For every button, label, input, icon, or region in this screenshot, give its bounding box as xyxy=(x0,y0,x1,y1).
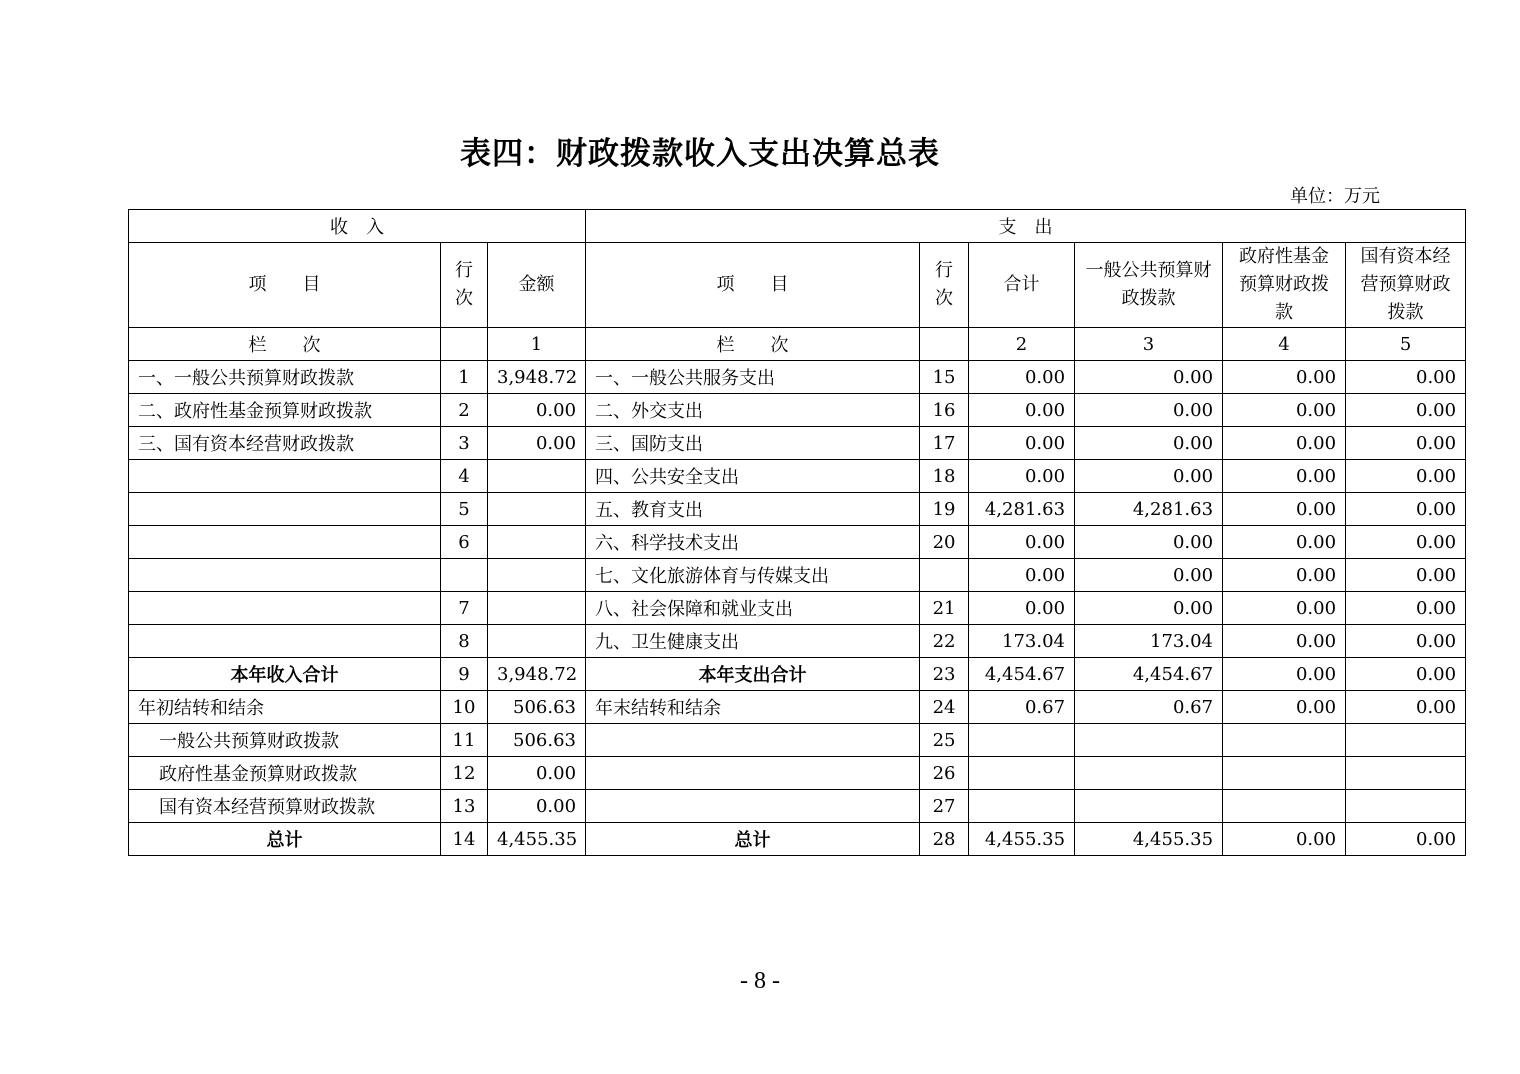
expense-item-cell: 五、教育支出 xyxy=(586,493,920,526)
expense-state-cell xyxy=(1346,757,1466,790)
expense-fund-cell: 0.00 xyxy=(1223,394,1346,427)
expense-row-no-cell: 25 xyxy=(920,724,969,757)
income-amount-cell: 0.00 xyxy=(488,757,586,790)
expense-state-cell: 0.00 xyxy=(1346,823,1466,856)
table-row xyxy=(129,757,1466,790)
col-label-income: 栏 次 xyxy=(129,328,441,361)
expense-state-cell xyxy=(1346,724,1466,757)
expense-state-cell: 0.00 xyxy=(1346,625,1466,658)
expense-item-cell: 八、社会保障和就业支出 xyxy=(586,592,920,625)
income-row-no-cell: 10 xyxy=(441,691,488,724)
income-amount-cell xyxy=(488,592,586,625)
expense-general-cell: 0.00 xyxy=(1075,427,1223,460)
header-state: 国有资本经营预算财政拨款 xyxy=(1346,243,1466,328)
table-row xyxy=(129,724,1466,757)
expense-total-cell xyxy=(969,757,1075,790)
column-index-row xyxy=(129,328,1466,361)
expense-state-cell: 0.00 xyxy=(1346,427,1466,460)
fiscal-summary-table xyxy=(128,209,1466,856)
expense-total-cell: 4,281.63 xyxy=(969,493,1075,526)
expense-state-cell: 0.00 xyxy=(1346,493,1466,526)
income-amount-cell: 0.00 xyxy=(488,790,586,823)
table-row xyxy=(129,790,1466,823)
expense-general-cell xyxy=(1075,724,1223,757)
expense-fund-cell: 0.00 xyxy=(1223,493,1346,526)
income-item-cell xyxy=(129,493,441,526)
expense-fund-cell: 0.00 xyxy=(1223,823,1346,856)
expense-fund-cell: 0.00 xyxy=(1223,460,1346,493)
header-fund: 政府性基金预算财政拨款 xyxy=(1223,243,1346,328)
income-row-no-cell: 3 xyxy=(441,427,488,460)
income-item-cell xyxy=(129,625,441,658)
income-item-cell: 二、政府性基金预算财政拨款 xyxy=(129,394,441,427)
expense-total-cell: 0.67 xyxy=(969,691,1075,724)
expense-general-cell: 0.00 xyxy=(1075,592,1223,625)
expense-fund-cell: 0.00 xyxy=(1223,427,1346,460)
expense-state-cell: 0.00 xyxy=(1346,592,1466,625)
expense-row-no-cell: 27 xyxy=(920,790,969,823)
income-amount-cell xyxy=(488,493,586,526)
expense-general-cell: 0.00 xyxy=(1075,460,1223,493)
expense-row-no-cell: 26 xyxy=(920,757,969,790)
header-amount: 金额 xyxy=(488,243,586,328)
income-item-cell: 国有资本经营预算财政拨款 xyxy=(129,790,441,823)
header-general: 一般公共预算财政拨款 xyxy=(1075,243,1223,328)
income-row-no-cell: 5 xyxy=(441,493,488,526)
income-row-no-cell: 6 xyxy=(441,526,488,559)
expense-general-cell: 0.00 xyxy=(1075,559,1223,592)
income-row-no-cell: 7 xyxy=(441,592,488,625)
income-item-cell: 本年收入合计 xyxy=(129,658,441,691)
header-expense: 支 出 xyxy=(586,210,1466,243)
expense-fund-cell: 0.00 xyxy=(1223,658,1346,691)
table-row xyxy=(129,493,1466,526)
income-row-no-cell: 11 xyxy=(441,724,488,757)
expense-row-no-cell: 22 xyxy=(920,625,969,658)
expense-item-cell xyxy=(586,757,920,790)
expense-general-cell: 0.00 xyxy=(1075,526,1223,559)
expense-state-cell: 0.00 xyxy=(1346,526,1466,559)
expense-fund-cell: 0.00 xyxy=(1223,592,1346,625)
expense-total-cell: 0.00 xyxy=(969,361,1075,394)
expense-item-cell xyxy=(586,790,920,823)
expense-fund-cell: 0.00 xyxy=(1223,361,1346,394)
header-expense-row-no: 行次 xyxy=(920,243,969,328)
unit-label: 单位：万元 xyxy=(1290,186,1380,207)
expense-item-cell: 本年支出合计 xyxy=(586,658,920,691)
header-income-row-no: 行次 xyxy=(441,243,488,328)
table-row xyxy=(129,592,1466,625)
expense-state-cell: 0.00 xyxy=(1346,658,1466,691)
header-income-item: 项 目 xyxy=(129,243,441,328)
table-row xyxy=(129,526,1466,559)
expense-item-cell: 一、一般公共服务支出 xyxy=(586,361,920,394)
table-row xyxy=(129,691,1466,724)
expense-fund-cell: 0.00 xyxy=(1223,691,1346,724)
expense-item-cell: 四、公共安全支出 xyxy=(586,460,920,493)
expense-row-no-cell: 16 xyxy=(920,394,969,427)
income-amount-cell: 3,948.72 xyxy=(488,361,586,394)
expense-row-no-cell: 23 xyxy=(920,658,969,691)
income-item-cell xyxy=(129,460,441,493)
expense-fund-cell xyxy=(1223,724,1346,757)
income-item-cell: 一、一般公共预算财政拨款 xyxy=(129,361,441,394)
income-item-cell: 一般公共预算财政拨款 xyxy=(129,724,441,757)
header-total: 合计 xyxy=(969,243,1075,328)
table-row xyxy=(129,559,1466,592)
expense-item-cell: 总计 xyxy=(586,823,920,856)
expense-fund-cell: 0.00 xyxy=(1223,526,1346,559)
expense-general-cell: 0.00 xyxy=(1075,361,1223,394)
income-amount-cell: 3,948.72 xyxy=(488,658,586,691)
col-label-expense: 栏 次 xyxy=(586,328,920,361)
income-row-no-cell: 4 xyxy=(441,460,488,493)
income-row-no-cell: 1 xyxy=(441,361,488,394)
expense-general-cell xyxy=(1075,790,1223,823)
expense-general-cell: 0.00 xyxy=(1075,394,1223,427)
expense-general-cell: 4,281.63 xyxy=(1075,493,1223,526)
expense-row-no-cell: 19 xyxy=(920,493,969,526)
table-row xyxy=(129,361,1466,394)
expense-item-cell: 九、卫生健康支出 xyxy=(586,625,920,658)
income-row-no-cell: 2 xyxy=(441,394,488,427)
expense-row-no-cell: 24 xyxy=(920,691,969,724)
expense-total-cell: 0.00 xyxy=(969,460,1075,493)
income-item-cell: 总计 xyxy=(129,823,441,856)
expense-total-cell: 0.00 xyxy=(969,559,1075,592)
income-item-cell: 三、国有资本经营财政拨款 xyxy=(129,427,441,460)
header-expense-item: 项 目 xyxy=(586,243,920,328)
expense-total-cell: 173.04 xyxy=(969,625,1075,658)
table-row xyxy=(129,658,1466,691)
income-amount-cell xyxy=(488,625,586,658)
expense-state-cell xyxy=(1346,790,1466,823)
income-row-no-cell: 9 xyxy=(441,658,488,691)
expense-item-cell: 二、外交支出 xyxy=(586,394,920,427)
expense-row-no-cell: 17 xyxy=(920,427,969,460)
expense-item-cell xyxy=(586,724,920,757)
expense-fund-cell xyxy=(1223,757,1346,790)
page-number: - 8 - xyxy=(740,968,780,994)
income-item-cell xyxy=(129,526,441,559)
income-amount-cell: 506.63 xyxy=(488,691,586,724)
expense-row-no-cell: 15 xyxy=(920,361,969,394)
expense-row-no-cell xyxy=(920,559,969,592)
col-index-4: 4 xyxy=(1223,328,1346,361)
income-amount-cell: 0.00 xyxy=(488,394,586,427)
expense-total-cell: 0.00 xyxy=(969,526,1075,559)
expense-total-cell: 4,454.67 xyxy=(969,658,1075,691)
header-row-columns xyxy=(129,243,1466,328)
expense-general-cell: 0.67 xyxy=(1075,691,1223,724)
expense-row-no-cell: 21 xyxy=(920,592,969,625)
expense-item-cell: 三、国防支出 xyxy=(586,427,920,460)
expense-general-cell xyxy=(1075,757,1223,790)
income-row-no-cell: 8 xyxy=(441,625,488,658)
income-item-cell xyxy=(129,592,441,625)
expense-row-no-cell: 20 xyxy=(920,526,969,559)
expense-total-cell: 4,455.35 xyxy=(969,823,1075,856)
income-item-cell: 政府性基金预算财政拨款 xyxy=(129,757,441,790)
income-amount-cell xyxy=(488,460,586,493)
col-index-3: 3 xyxy=(1075,328,1223,361)
expense-state-cell: 0.00 xyxy=(1346,460,1466,493)
income-item-cell xyxy=(129,559,441,592)
page-title: 表四：财政拨款收入支出决算总表 xyxy=(460,136,940,172)
expense-fund-cell: 0.00 xyxy=(1223,559,1346,592)
expense-item-cell: 七、文化旅游体育与传媒支出 xyxy=(586,559,920,592)
table-row xyxy=(129,427,1466,460)
header-income: 收 入 xyxy=(129,210,586,243)
expense-state-cell: 0.00 xyxy=(1346,394,1466,427)
col-index-empty xyxy=(441,328,488,361)
expense-row-no-cell: 28 xyxy=(920,823,969,856)
col-index-empty xyxy=(920,328,969,361)
expense-total-cell: 0.00 xyxy=(969,427,1075,460)
table-row xyxy=(129,460,1466,493)
income-row-no-cell xyxy=(441,559,488,592)
col-index-2: 2 xyxy=(969,328,1075,361)
expense-fund-cell: 0.00 xyxy=(1223,625,1346,658)
income-amount-cell: 4,455.35 xyxy=(488,823,586,856)
expense-general-cell: 4,455.35 xyxy=(1075,823,1223,856)
table-row xyxy=(129,625,1466,658)
expense-state-cell: 0.00 xyxy=(1346,691,1466,724)
income-row-no-cell: 13 xyxy=(441,790,488,823)
expense-fund-cell xyxy=(1223,790,1346,823)
expense-state-cell: 0.00 xyxy=(1346,361,1466,394)
income-amount-cell xyxy=(488,559,586,592)
income-amount-cell: 0.00 xyxy=(488,427,586,460)
income-amount-cell: 506.63 xyxy=(488,724,586,757)
header-row-groups xyxy=(129,210,1466,243)
income-amount-cell xyxy=(488,526,586,559)
expense-total-cell: 0.00 xyxy=(969,592,1075,625)
table-row xyxy=(129,394,1466,427)
expense-total-cell xyxy=(969,724,1075,757)
col-index-5: 5 xyxy=(1346,328,1466,361)
expense-state-cell: 0.00 xyxy=(1346,559,1466,592)
table-row xyxy=(129,823,1466,856)
income-row-no-cell: 12 xyxy=(441,757,488,790)
income-item-cell: 年初结转和结余 xyxy=(129,691,441,724)
expense-total-cell xyxy=(969,790,1075,823)
expense-row-no-cell: 18 xyxy=(920,460,969,493)
expense-general-cell: 4,454.67 xyxy=(1075,658,1223,691)
income-row-no-cell: 14 xyxy=(441,823,488,856)
expense-item-cell: 六、科学技术支出 xyxy=(586,526,920,559)
expense-total-cell: 0.00 xyxy=(969,394,1075,427)
expense-general-cell: 173.04 xyxy=(1075,625,1223,658)
col-index-1: 1 xyxy=(488,328,586,361)
expense-item-cell: 年末结转和结余 xyxy=(586,691,920,724)
